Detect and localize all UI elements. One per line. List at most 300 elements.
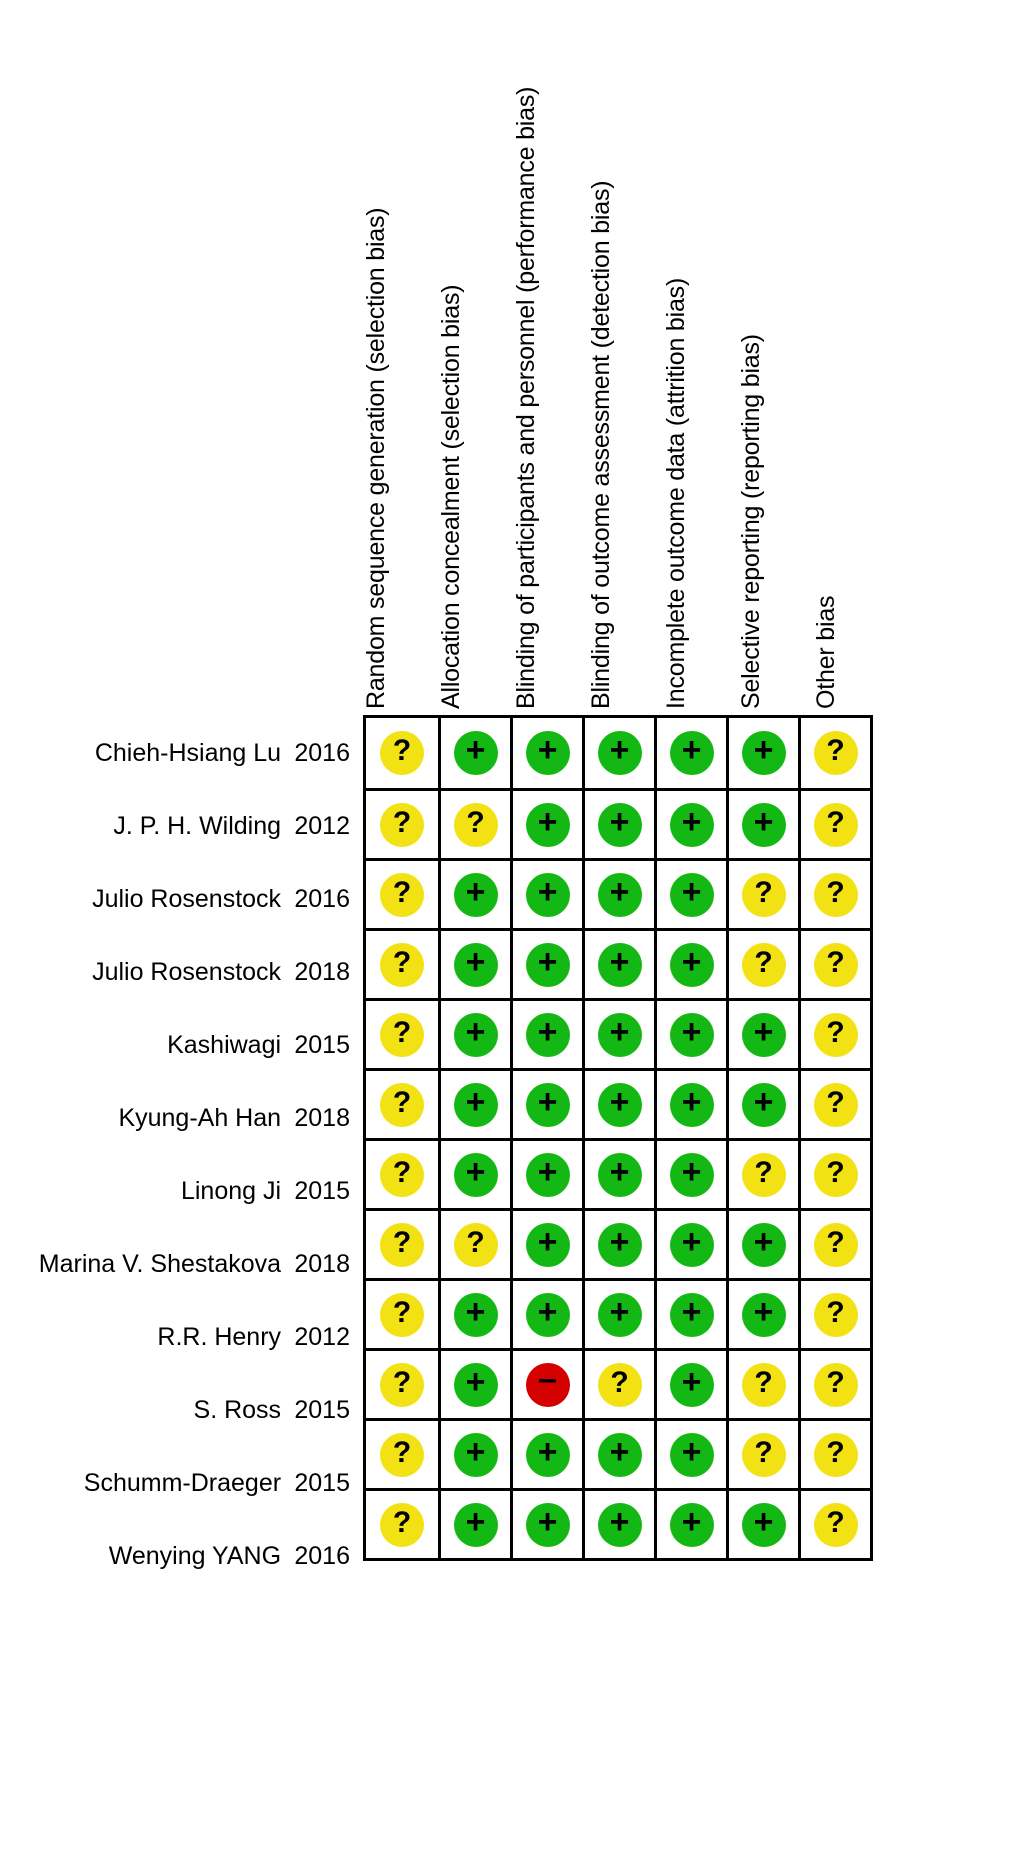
judgement-unclear-icon [814, 731, 858, 775]
judgement-low-icon [454, 873, 498, 917]
column-header-label: Blinding of outcome assessment (detection bias) [587, 180, 615, 709]
judgement-unclear-icon [742, 873, 786, 917]
study-year: 2016 [294, 1541, 350, 1570]
column-header-4 [662, 0, 738, 715]
study-name: Marina V. Shestakova [38, 1249, 282, 1278]
judgement-cell[interactable] [366, 1208, 438, 1278]
study-row-label [0, 1083, 358, 1153]
judgement-low-icon [670, 1153, 714, 1197]
judgement-cell[interactable] [438, 858, 510, 928]
judgement-symbol: ? [826, 1365, 845, 1399]
judgement-symbol: ? [826, 1225, 845, 1259]
judgement-low-icon [598, 1013, 642, 1057]
judgement-cell[interactable] [438, 1208, 510, 1278]
judgement-unclear-icon [814, 1363, 858, 1407]
judgement-cell[interactable] [726, 858, 798, 928]
judgement-cell[interactable] [438, 1138, 510, 1208]
judgement-symbol: + [681, 1292, 702, 1331]
judgement-unclear-icon [380, 1363, 424, 1407]
table-row [366, 858, 870, 928]
judgement-symbol: + [681, 1432, 702, 1471]
judgement-unclear-icon [814, 1433, 858, 1477]
judgement-symbol: ? [754, 875, 773, 909]
judgement-cell[interactable] [510, 1068, 582, 1138]
judgement-low-icon [454, 731, 498, 775]
judgement-cell[interactable] [654, 1138, 726, 1208]
study-row-label [0, 1010, 358, 1080]
judgement-symbol: + [609, 1152, 630, 1191]
study-year: 2018 [294, 957, 350, 986]
table-row [366, 1068, 870, 1138]
judgement-low-icon [526, 1223, 570, 1267]
judgement-low-icon [526, 1153, 570, 1197]
judgement-unclear-icon [380, 1433, 424, 1477]
judgement-cell[interactable] [654, 998, 726, 1068]
judgement-cell[interactable] [438, 1278, 510, 1348]
judgement-symbol: + [681, 1222, 702, 1261]
judgement-cell[interactable] [510, 928, 582, 998]
judgement-unclear-icon [598, 1363, 642, 1407]
judgement-symbol: + [609, 1012, 630, 1051]
judgement-cell[interactable] [510, 718, 582, 788]
judgement-cell[interactable] [510, 1278, 582, 1348]
study-name: Kashiwagi [167, 1030, 282, 1059]
judgement-cell[interactable] [366, 718, 438, 788]
study-row-label [0, 1156, 358, 1226]
judgement-low-icon [742, 731, 786, 775]
judgement-symbol: ? [826, 1085, 845, 1119]
judgement-cell[interactable] [366, 1138, 438, 1208]
study-year: 2015 [294, 1468, 350, 1497]
judgement-symbol: + [537, 1502, 558, 1541]
judgement-symbol: + [609, 872, 630, 911]
judgement-symbol: ? [826, 1015, 845, 1049]
judgement-symbol: + [609, 1222, 630, 1261]
judgement-symbol: ? [610, 1365, 629, 1399]
study-name: Chieh-Hsiang Lu [94, 738, 282, 767]
judgement-cell[interactable] [798, 858, 870, 928]
judgement-cell[interactable] [438, 998, 510, 1068]
judgement-symbol: ? [392, 734, 412, 767]
judgement-symbol: ? [392, 875, 412, 909]
judgement-symbol: ? [466, 1225, 485, 1259]
judgement-low-icon [670, 1433, 714, 1477]
study-name: S. Ross [193, 1395, 282, 1424]
judgement-cell[interactable] [798, 788, 870, 858]
judgement-cell[interactable] [654, 1278, 726, 1348]
judgement-symbol: + [753, 802, 774, 841]
judgement-cell[interactable] [726, 1068, 798, 1138]
judgement-low-icon [526, 943, 570, 987]
judgement-cell[interactable] [798, 1418, 870, 1488]
judgement-cell[interactable] [726, 1208, 798, 1278]
judgement-cell[interactable] [582, 1488, 654, 1558]
column-header-label: Incomplete outcome data (attrition bias) [662, 277, 690, 709]
judgement-unclear-icon [814, 1153, 858, 1197]
judgement-low-icon [598, 803, 642, 847]
judgement-cell[interactable] [582, 1068, 654, 1138]
judgement-symbol: + [537, 802, 558, 841]
judgement-low-icon [526, 1083, 570, 1127]
table-row [366, 1348, 870, 1418]
judgement-symbol: + [609, 1292, 630, 1331]
table-row [366, 1208, 870, 1278]
study-name: Schumm-Draeger [83, 1468, 282, 1497]
judgement-low-icon [598, 1083, 642, 1127]
judgement-unclear-icon [742, 943, 786, 987]
judgement-symbol: + [681, 802, 702, 841]
judgement-cell[interactable] [582, 1278, 654, 1348]
judgement-low-icon [670, 1013, 714, 1057]
study-row-label [0, 791, 358, 861]
study-label-column [0, 715, 358, 1591]
study-name: Julio Rosenstock [92, 957, 282, 986]
judgement-unclear-icon [814, 1013, 858, 1057]
judgement-unclear-icon [814, 803, 858, 847]
judgement-symbol: + [609, 802, 630, 841]
judgement-cell[interactable] [798, 928, 870, 998]
judgement-symbol: + [465, 872, 486, 911]
judgement-cell[interactable] [726, 718, 798, 788]
judgement-symbol: ? [826, 875, 845, 909]
judgement-unclear-icon [742, 1363, 786, 1407]
judgement-low-icon [670, 1503, 714, 1547]
judgement-cell[interactable] [798, 1488, 870, 1558]
judgement-cell[interactable] [366, 1348, 438, 1418]
judgement-symbol: + [609, 731, 630, 769]
judgement-low-icon [598, 1223, 642, 1267]
judgement-symbol: + [537, 1012, 558, 1051]
judgement-low-icon [598, 1433, 642, 1477]
judgement-high-icon [526, 1359, 570, 1407]
judgement-low-icon [598, 943, 642, 987]
judgement-cell[interactable] [438, 1418, 510, 1488]
judgement-symbol: + [465, 1082, 486, 1121]
judgement-low-icon [742, 1293, 786, 1337]
judgement-symbol: + [465, 1502, 486, 1541]
judgement-symbol: ? [826, 945, 845, 979]
judgement-symbol: ? [392, 1225, 412, 1259]
judgement-symbol: + [681, 731, 702, 769]
study-year: 2015 [294, 1030, 350, 1059]
judgement-cell[interactable] [438, 1068, 510, 1138]
judgement-unclear-icon [814, 1293, 858, 1337]
judgement-cell[interactable] [798, 1138, 870, 1208]
judgement-symbol: + [681, 1152, 702, 1191]
study-row-label [0, 864, 358, 934]
judgement-unclear-icon [380, 731, 424, 775]
judgement-symbol: + [753, 1502, 774, 1541]
judgement-symbol: ? [392, 1155, 412, 1189]
judgement-low-icon [454, 1153, 498, 1197]
judgement-cell[interactable] [438, 788, 510, 858]
judgement-symbol: + [753, 1292, 774, 1331]
judgement-symbol: ? [392, 805, 412, 839]
judgement-unclear-icon [742, 1153, 786, 1197]
table-row [366, 718, 870, 788]
judgement-low-icon [598, 1503, 642, 1547]
judgement-cell[interactable] [798, 1068, 870, 1138]
study-year: 2016 [294, 884, 350, 913]
column-header-0 [362, 0, 438, 715]
judgement-symbol: ? [826, 1295, 845, 1329]
judgement-cell[interactable] [726, 928, 798, 998]
judgement-unclear-icon [380, 943, 424, 987]
judgement-unclear-icon [454, 803, 498, 847]
judgement-symbol: ? [754, 945, 773, 979]
table-row [366, 788, 870, 858]
judgement-symbol: ? [826, 734, 845, 767]
judgement-cell[interactable] [582, 928, 654, 998]
judgement-cell[interactable] [726, 1348, 798, 1418]
judgement-cell[interactable] [654, 718, 726, 788]
judgement-symbol: + [465, 1362, 486, 1401]
judgement-symbol: ? [392, 1295, 412, 1329]
judgement-symbol: + [465, 731, 486, 769]
judgement-symbol: ? [754, 1365, 773, 1399]
judgement-cell[interactable] [510, 1138, 582, 1208]
judgement-cell[interactable] [510, 1208, 582, 1278]
judgement-low-icon [526, 1013, 570, 1057]
judgement-cell[interactable] [654, 1418, 726, 1488]
judgement-unclear-icon [380, 1293, 424, 1337]
judgement-symbol: ? [466, 805, 485, 839]
judgement-unclear-icon [814, 873, 858, 917]
judgement-symbol: + [681, 942, 702, 981]
study-name: Kyung-Ah Han [118, 1103, 282, 1132]
judgement-symbol: + [753, 1082, 774, 1121]
judgement-symbol: + [537, 872, 558, 911]
judgement-symbol: ? [826, 805, 845, 839]
judgement-symbol: + [609, 1502, 630, 1541]
judgement-low-icon [526, 803, 570, 847]
judgement-low-icon [670, 1363, 714, 1407]
study-name: J. P. H. Wilding [113, 811, 282, 840]
judgement-cell[interactable] [366, 998, 438, 1068]
judgement-symbol: + [537, 1222, 558, 1261]
study-row-label [0, 1229, 358, 1299]
judgement-symbol: + [681, 1502, 702, 1541]
judgement-symbol: ? [392, 1015, 412, 1049]
judgement-cell[interactable] [654, 1348, 726, 1418]
judgement-symbol: + [753, 1012, 774, 1051]
judgement-cell[interactable] [798, 718, 870, 788]
judgement-cell[interactable] [510, 788, 582, 858]
judgement-low-icon [526, 1293, 570, 1337]
judgement-low-icon [454, 1013, 498, 1057]
judgement-symbol: + [609, 1432, 630, 1471]
judgement-cell[interactable] [366, 1068, 438, 1138]
judgement-cell[interactable] [798, 998, 870, 1068]
judgement-cell[interactable] [366, 928, 438, 998]
judgement-symbol: ? [754, 1435, 773, 1469]
judgement-low-icon [742, 1083, 786, 1127]
judgement-symbol: ? [392, 1505, 412, 1539]
judgement-symbol: + [537, 1292, 558, 1331]
judgement-low-icon [670, 731, 714, 775]
judgement-low-icon [742, 1503, 786, 1547]
judgement-cell[interactable] [510, 1348, 582, 1418]
column-header-label: Allocation concealment (selection bias) [437, 284, 465, 709]
judgement-cell[interactable] [726, 788, 798, 858]
judgement-symbol: + [465, 1432, 486, 1471]
column-header-1 [437, 0, 513, 715]
judgement-cell[interactable] [798, 1278, 870, 1348]
table-row [366, 1138, 870, 1208]
judgement-symbol: + [609, 1082, 630, 1121]
table-row [366, 1488, 870, 1558]
judgement-cell[interactable] [438, 928, 510, 998]
judgement-low-icon [670, 803, 714, 847]
judgement-unclear-icon [380, 1013, 424, 1057]
judgement-low-icon [454, 1363, 498, 1407]
judgement-symbol: ? [826, 1435, 845, 1469]
judgement-cell[interactable] [582, 858, 654, 928]
judgement-cell[interactable] [366, 1488, 438, 1558]
judgement-cell[interactable] [366, 858, 438, 928]
judgement-symbol: + [537, 1082, 558, 1121]
judgement-low-icon [742, 1013, 786, 1057]
judgement-cell[interactable] [726, 1138, 798, 1208]
study-year: 2015 [294, 1176, 350, 1205]
judgement-low-icon [670, 1083, 714, 1127]
judgement-low-icon [670, 873, 714, 917]
judgement-unclear-icon [742, 1433, 786, 1477]
judgement-cell[interactable] [582, 788, 654, 858]
judgement-cell[interactable] [582, 1208, 654, 1278]
judgement-cell[interactable] [654, 1068, 726, 1138]
judgement-unclear-icon [814, 1223, 858, 1267]
judgement-cell[interactable] [654, 788, 726, 858]
judgement-low-icon [526, 731, 570, 775]
judgement-symbol: ? [392, 945, 412, 979]
study-year: 2012 [294, 811, 350, 840]
judgement-symbol: – [538, 1359, 557, 1398]
judgement-low-icon [670, 1223, 714, 1267]
judgement-low-icon [526, 1503, 570, 1547]
judgement-cell[interactable] [726, 998, 798, 1068]
judgement-unclear-icon [380, 1153, 424, 1197]
study-year: 2018 [294, 1103, 350, 1132]
judgement-cell[interactable] [726, 1278, 798, 1348]
judgement-cell[interactable] [654, 858, 726, 928]
judgement-symbol: ? [754, 1155, 773, 1189]
judgement-symbol: + [681, 872, 702, 911]
study-row-label [0, 937, 358, 1007]
study-year: 2012 [294, 1322, 350, 1351]
judgement-cell[interactable] [438, 1488, 510, 1558]
judgement-symbol: + [609, 942, 630, 981]
judgement-cell[interactable] [582, 1418, 654, 1488]
judgement-unclear-icon [380, 873, 424, 917]
judgement-low-icon [598, 873, 642, 917]
judgement-unclear-icon [814, 1083, 858, 1127]
judgement-cell[interactable] [510, 1418, 582, 1488]
judgement-cell[interactable] [798, 1348, 870, 1418]
judgement-unclear-icon [380, 1223, 424, 1267]
column-header-6 [812, 0, 888, 715]
judgement-symbol: + [681, 1012, 702, 1051]
judgement-low-icon [598, 1153, 642, 1197]
table-row [366, 998, 870, 1068]
judgement-low-icon [454, 943, 498, 987]
judgement-cell[interactable] [366, 1278, 438, 1348]
judgement-low-icon [670, 1293, 714, 1337]
table-row [366, 928, 870, 998]
judgement-cell[interactable] [366, 788, 438, 858]
judgement-symbol: + [465, 942, 486, 981]
column-header-label: Blinding of participants and personnel (performance bias) [512, 86, 540, 709]
judgement-symbol: ? [392, 1085, 412, 1119]
judgement-cell[interactable] [438, 1348, 510, 1418]
table-row [366, 1278, 870, 1348]
judgement-unclear-icon [380, 803, 424, 847]
study-row-label [0, 1448, 358, 1518]
study-name: Linong Ji [180, 1176, 282, 1205]
judgement-cell[interactable] [654, 1488, 726, 1558]
judgement-cell[interactable] [726, 1418, 798, 1488]
column-header-label: Other bias [812, 595, 840, 709]
judgement-cell[interactable] [654, 928, 726, 998]
judgement-cell[interactable] [582, 1138, 654, 1208]
study-row-label [0, 1375, 358, 1445]
judgement-cell[interactable] [366, 1418, 438, 1488]
risk-of-bias-grid [363, 715, 873, 1561]
judgement-symbol: + [465, 1292, 486, 1331]
judgement-symbol: + [465, 1012, 486, 1051]
judgement-symbol: + [537, 1432, 558, 1471]
judgement-unclear-icon [380, 1083, 424, 1127]
judgement-cell[interactable] [726, 1488, 798, 1558]
judgement-symbol: + [681, 1362, 702, 1401]
judgement-cell[interactable] [654, 1208, 726, 1278]
judgement-cell[interactable] [798, 1208, 870, 1278]
study-year: 2016 [294, 738, 350, 767]
column-header-label: Random sequence generation (selection bias) [362, 207, 390, 709]
judgement-unclear-icon [814, 943, 858, 987]
study-year: 2018 [294, 1249, 350, 1278]
judgement-symbol: + [537, 1152, 558, 1191]
judgement-cell[interactable] [582, 718, 654, 788]
judgement-symbol: ? [392, 1435, 412, 1469]
study-row-label [0, 718, 358, 788]
column-header-3 [587, 0, 663, 715]
judgement-cell[interactable] [510, 1488, 582, 1558]
column-header-2 [512, 0, 588, 715]
judgement-unclear-icon [380, 1503, 424, 1547]
judgement-symbol: + [753, 1222, 774, 1261]
judgement-symbol: + [537, 731, 558, 769]
judgement-cell[interactable] [582, 1348, 654, 1418]
study-name: Julio Rosenstock [92, 884, 282, 913]
study-row-label [0, 1521, 358, 1591]
judgement-symbol: + [465, 1152, 486, 1191]
judgement-low-icon [526, 873, 570, 917]
judgement-cell[interactable] [510, 998, 582, 1068]
judgement-low-icon [454, 1293, 498, 1337]
judgement-low-icon [454, 1503, 498, 1547]
table-row [366, 1418, 870, 1488]
judgement-low-icon [598, 731, 642, 775]
judgement-unclear-icon [814, 1503, 858, 1547]
judgement-low-icon [454, 1083, 498, 1127]
judgement-low-icon [742, 803, 786, 847]
judgement-cell[interactable] [438, 718, 510, 788]
judgement-low-icon [598, 1293, 642, 1337]
judgement-cell[interactable] [582, 998, 654, 1068]
judgement-low-icon [526, 1433, 570, 1477]
judgement-cell[interactable] [510, 858, 582, 928]
